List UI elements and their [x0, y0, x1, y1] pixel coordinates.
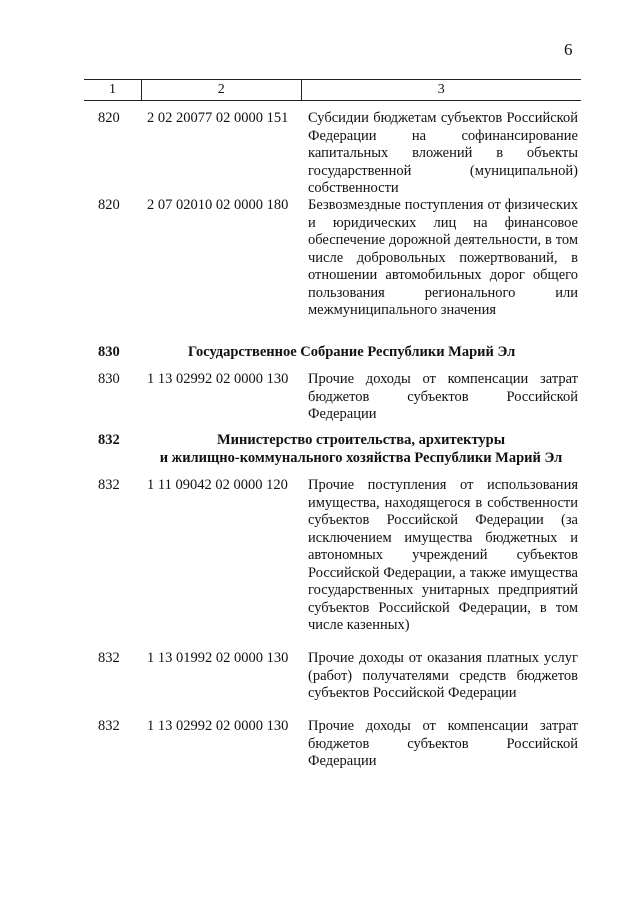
admin-code: 832	[98, 650, 120, 666]
income-name: Прочие доходы от оказания платных услуг (работ) получателями средств бюджетов субъектов Российской Федерации	[308, 650, 578, 701]
budget-code: 2 02 20077 02 0000 151	[147, 110, 289, 126]
admin-code: 830	[98, 371, 120, 387]
budget-code: 1 11 09042 02 0000 120	[147, 477, 288, 493]
income-name: Прочие доходы от компенсации затрат бюджетов субъектов Российской Федерации	[308, 718, 578, 769]
income-name: Прочие доходы от компенсации затрат бюджетов субъектов Российской Федерации	[308, 371, 578, 422]
income-name: Прочие поступления от использования имущества, находящегося в собственности субъектов Российской Федерации (за исключением имущества бюджетных и автономных учреждений субъектов Российской Федерации, а также имущества государственных унитарных предприятий субъектов Российской Федерации, в том числе казенных)	[308, 477, 578, 633]
section-title-line-1: Министерство строительства, архитектуры	[216, 432, 506, 448]
header-col-3: 3	[301, 80, 581, 100]
admin-code: 832	[98, 477, 120, 493]
budget-code: 1 13 02992 02 0000 130	[147, 371, 289, 387]
section-title-line-2: и жилищно-коммунального хозяйства Республики Марий Эл	[159, 450, 563, 466]
section-title: Государственное Собрание Республики Марий Эл	[188, 344, 516, 360]
income-name: Субсидии бюджетам субъектов Российской Федерации на софинансирование капитальных вложений в объекты государственной (муниципальной) собственности	[308, 110, 578, 196]
page-number: 6	[564, 40, 573, 59]
budget-code: 2 07 02010 02 0000 180	[147, 197, 289, 213]
section-code: 832	[98, 432, 120, 448]
admin-code: 820	[98, 110, 120, 126]
admin-code: 832	[98, 718, 120, 734]
admin-code: 820	[98, 197, 120, 213]
income-name: Безвозмездные поступления от физических и юридических лиц на финансовое обеспечение дорожной деятельности, в том числе добровольных пожертвований, в отношении автомобильных дорог общего пользования регионального или межмуниципального значения	[308, 197, 578, 318]
budget-code: 1 13 01992 02 0000 130	[147, 650, 289, 666]
header-col-1: 1	[108, 82, 116, 97]
table-header	[84, 79, 581, 101]
section-code: 830	[98, 344, 120, 360]
budget-code: 1 13 02992 02 0000 130	[147, 718, 289, 734]
header-col-2: 2	[141, 80, 301, 100]
